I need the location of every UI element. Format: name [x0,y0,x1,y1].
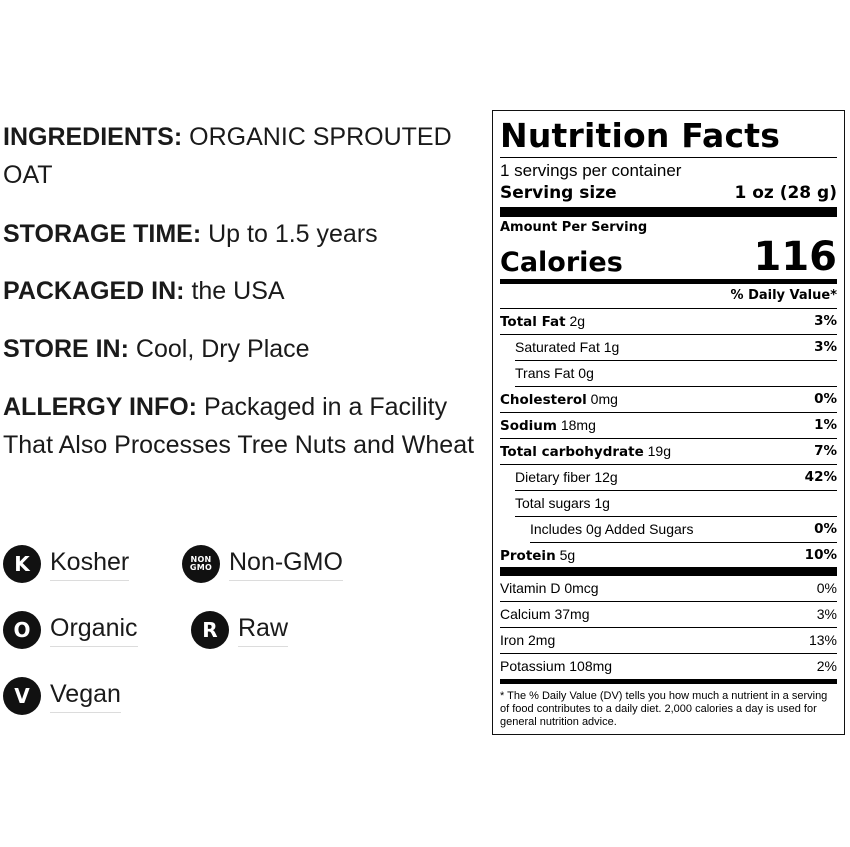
calories-value: 116 [753,234,837,280]
vitamin-name: Calcium [500,606,551,622]
non-gmo-icon-line2: GMO [189,563,213,572]
vitamin-dv: 13% [808,632,837,648]
vitamin-amount: 108mg [569,658,613,674]
storage-time-label: STORAGE TIME: [3,220,202,248]
organic-icon: O [3,611,41,649]
non-gmo-icon [182,545,220,583]
daily-value-header: % Daily Value* [500,284,837,309]
packaged-in-label: PACKAGED IN: [3,277,185,305]
kosher-icon: K [3,545,41,583]
nutrient-name: Sodium [500,418,557,434]
nutrient-row-protein [500,543,837,576]
ingredients-value: ORGANIC SPROUTED OAT [3,123,452,189]
nutrient-row-saturated-fat [515,335,837,361]
nutrient-dv: 0% [814,521,837,537]
nutrient-name: Saturated Fat [515,339,600,355]
vitamin-row-iron [500,628,837,654]
non-gmo-icon-line1: NON [190,555,212,564]
nutrient-dv: 7% [814,443,837,459]
nutrient-row-total-carbohydrate [500,439,837,465]
serving-size-label: Serving size [500,183,617,203]
ingredients-label: INGREDIENTS: [3,123,183,151]
nutrition-facts-panel [492,110,845,735]
packaged-in-line [3,272,488,310]
nutrient-amount: 1g [603,339,620,355]
storage-time-value: Up to 1.5 years [208,220,378,248]
nutrient-row-cholesterol [500,387,837,413]
amount-per-serving: Amount Per Serving [500,220,648,235]
nutrient-row-sodium [500,413,837,439]
allergy-info-line [3,388,488,464]
nutrient-dv: 42% [804,469,837,485]
nutrient-name: Protein [500,548,556,564]
organic-label: Organic [50,614,138,647]
nutrient-row-added-sugars [530,517,837,543]
nutrient-amount: 0g [578,365,594,381]
nutrient-name: Total Fat [500,314,566,330]
organic-badge [3,611,138,649]
nutrient-amount: 18mg [560,417,596,433]
nutrient-name: Dietary fiber [515,469,591,485]
daily-value-footnote: * The % Daily Value (DV) tells you how much a nutrient in a serving of food contributes to a daily diet. 2,000 calories a day is used for general nutrition advice. [500,690,828,728]
nutrient-amount: 5g [559,547,576,563]
nutrient-name: Includes 0g Added Sugars [530,521,694,537]
non-gmo-badge [182,545,343,583]
nutrient-row-dietary-fiber [515,465,837,491]
kosher-badge [3,545,129,583]
nutrient-dv: 3% [814,339,837,355]
nutrient-dv: 10% [804,547,837,563]
raw-label: Raw [238,614,288,647]
store-in-label: STORE IN: [3,335,129,363]
nutrient-name: Cholesterol [500,392,587,408]
storage-time-line [3,215,488,253]
nutrient-amount: 12g [594,469,618,485]
nutrient-dv: 0% [814,391,837,407]
vitamin-row-vitamin-d [500,576,837,602]
vegan-badge [3,677,121,715]
nutrient-row-trans-fat [515,361,837,387]
serving-size-row [500,182,837,217]
nutrition-title: Nutrition Facts [500,117,837,158]
vitamin-dv: 2% [816,658,837,674]
kosher-label: Kosher [50,548,129,581]
vitamin-name: Potassium [500,658,566,674]
nutrient-amount: 0mg [590,391,618,407]
nutrient-name: Total sugars [515,495,591,511]
servings-per-container: 1 servings per container [500,161,682,180]
vitamin-row-potassium [500,654,837,684]
calories-label: Calories [500,247,623,278]
vitamin-row-calcium [500,602,837,628]
vegan-icon: V [3,677,41,715]
allergy-label: ALLERGY INFO: [3,393,197,421]
non-gmo-label: Non-GMO [229,548,343,581]
vitamin-name: Iron [500,632,525,648]
packaged-in-value: the USA [191,277,285,305]
vitamin-name: Vitamin D [500,580,561,596]
nutrient-dv: 1% [814,417,837,433]
nutrient-row-total-fat [500,309,837,335]
nutrient-amount: 2g [569,313,586,329]
store-in-value: Cool, Dry Place [135,335,310,363]
nutrient-dv: 3% [814,313,837,329]
vitamin-amount: 0mcg [564,580,599,596]
vitamin-dv: 3% [816,606,837,622]
nutrient-amount: 1g [594,495,610,511]
nutrient-amount: 19g [647,443,671,459]
nutrient-name: Total carbohydrate [500,444,644,460]
serving-size-value: 1 oz (28 g) [734,183,837,203]
nutrient-name: Trans Fat [515,365,575,381]
vitamin-amount: 2mg [528,632,556,648]
calories-row [500,236,837,284]
vegan-label: Vegan [50,680,121,713]
store-in-line [3,330,488,368]
raw-icon: R [191,611,229,649]
vitamin-dv: 0% [816,580,837,596]
allergy-value: Packaged in a Facility That Also Processes Tree Nuts and Wheat [3,393,475,459]
nutrient-row-total-sugars [515,491,837,517]
vitamin-amount: 37mg [554,606,590,622]
raw-badge [191,611,288,649]
ingredients-line [3,118,488,194]
